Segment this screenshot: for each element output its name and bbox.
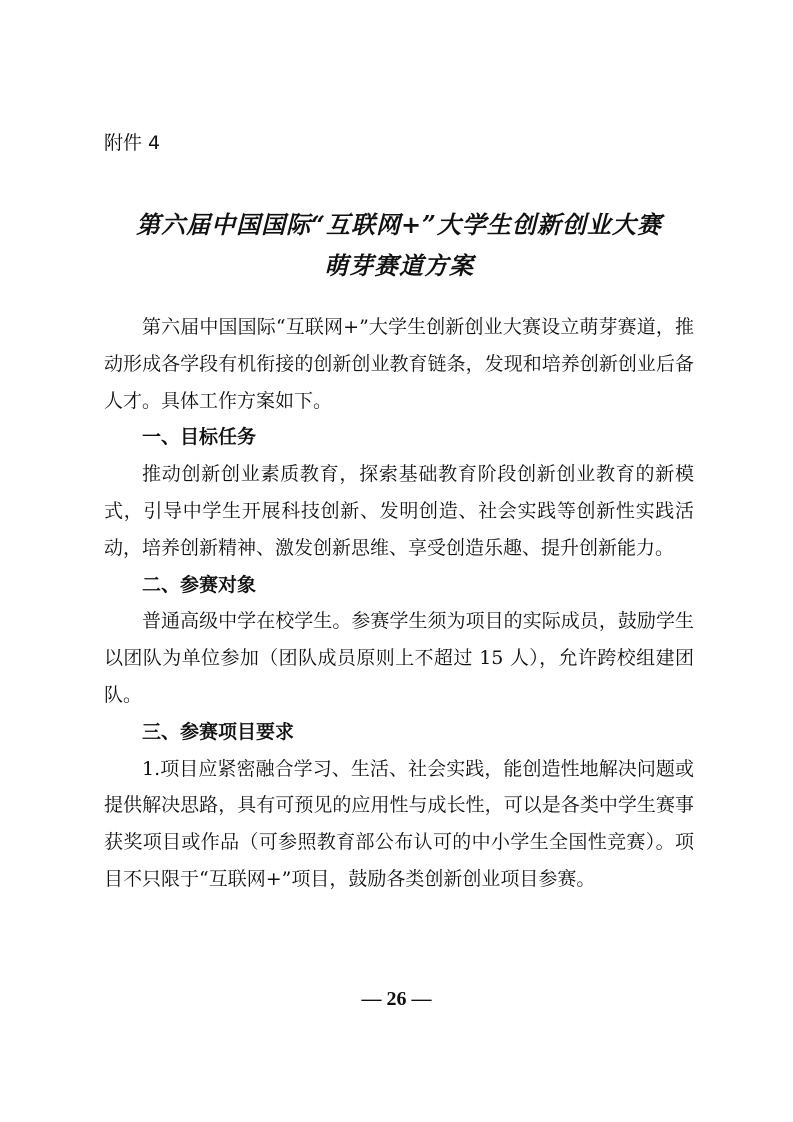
section-heading-requirements: 三、参赛项目要求 <box>142 720 295 743</box>
section-paragraph-goals: 推动创新创业素质教育，探索基础教育阶段创新创业教育的新模式，引导中学生开展科技创新、发明创造、社会实践等创新性实践活动，培养创新精神、激发创新思维、享受创造乐趣、提升创新能力。 <box>104 463 694 559</box>
section-heading-participants: 二、参赛对象 <box>142 573 257 596</box>
attachment-label: 附件 4 <box>104 132 161 154</box>
document-title: 第六届中国国际“互联网+”大学生创新创业大赛 <box>136 210 662 239</box>
section-paragraph-participants: 普通高级中学在校学生。参赛学生须为项目的实际成员，鼓励学生以团队为单位参加（团队成员原则上不超过 15 人），允许跨校组建团队。 <box>104 610 694 706</box>
intro-paragraph: 第六届中国国际“互联网+”大学生创新创业大赛设立萌芽赛道，推动形成各学段有机衔接的创新创业教育链条，发现和培养创新创业后备人才。具体工作方案如下。 <box>104 316 694 412</box>
section-paragraph-requirements: 1.项目应紧密融合学习、生活、社会实践，能创造性地解决问题或提供解决思路，具有可预见的应用性与成长性，可以是各类中学生赛事获奖项目或作品（可参照教育部公布认可的中小学生全国性竞赛）。项目不只限于“互联网+”项目，鼓励各类创新创业项目参赛。 <box>104 757 694 890</box>
document-subtitle: 萌芽赛道方案 <box>324 251 474 280</box>
page-number: — 26 — <box>361 988 432 1010</box>
section-heading-goals: 一、目标任务 <box>142 426 257 449</box>
document-body <box>104 309 694 898</box>
